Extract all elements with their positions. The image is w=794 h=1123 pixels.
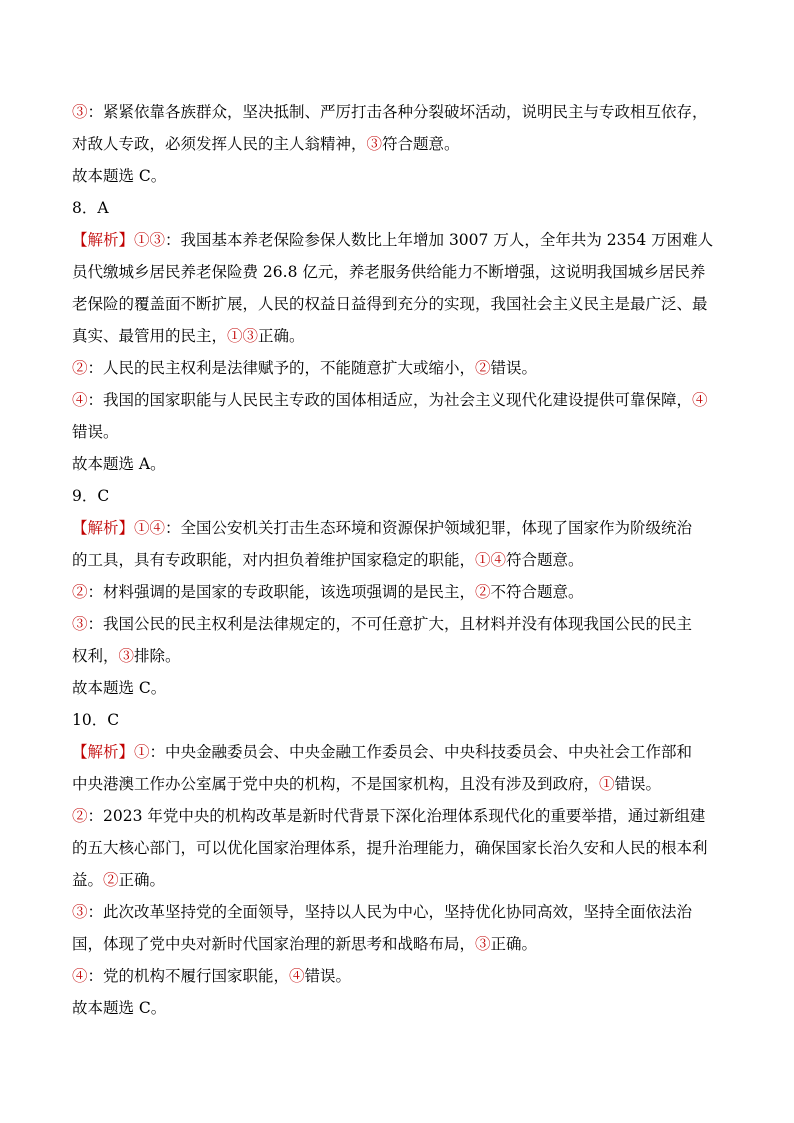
paragraph: [72, 800, 722, 896]
paragraph: [72, 448, 722, 480]
line-text: ：我国公民的民主权利是法律规定的，不可任意扩大，且材料并没有体现我国公民的民主: [87, 615, 693, 633]
line-text: 9．C: [72, 487, 110, 505]
text-line: [72, 800, 722, 832]
paragraph: [72, 352, 722, 384]
text-line: [72, 960, 722, 992]
text-line: [72, 96, 722, 128]
line-text: 错误。: [614, 775, 662, 793]
line-text: 员代缴城乡居民养老保险费 26.8 亿元，养老服务供给能力不断增强，这说明我国城乡居民养: [72, 263, 706, 281]
option-marker: ③: [72, 103, 88, 121]
option-marker: ①④: [475, 551, 507, 569]
paragraph: [72, 672, 722, 704]
option-marker: ①: [599, 775, 615, 793]
option-marker: ②: [72, 807, 88, 825]
line-text: 的工具，具有专政职能，对内担负着维护国家稳定的职能，: [72, 551, 476, 569]
option-marker: ②: [103, 871, 119, 889]
option-marker: ③: [72, 903, 88, 921]
line-text: 的五大核心部门，可以优化国家治理体系，提升治理能力，确保国家长治久安和人民的根本利: [72, 839, 708, 857]
text-line: [72, 544, 722, 576]
text-line: [72, 768, 722, 800]
paragraph: [72, 512, 722, 576]
paragraph: [72, 896, 722, 960]
text-line: [72, 288, 722, 320]
answer-document: [72, 96, 722, 1024]
option-marker: ④: [72, 391, 88, 409]
text-line: [72, 864, 722, 896]
line-text: 中央港澳工作办公室属于党中央的机构，不是国家机构，且没有涉及到政府，: [72, 775, 600, 793]
text-line: [72, 192, 722, 224]
line-text: 正确。: [118, 871, 166, 889]
line-text: 错误。: [490, 359, 538, 377]
paragraph: [72, 576, 722, 608]
paragraph: [72, 992, 722, 1024]
line-text: 正确。: [490, 935, 538, 953]
line-text: 8．A: [72, 199, 109, 217]
option-marker: ②: [72, 583, 88, 601]
option-marker: ②: [72, 359, 88, 377]
line-text: ：紧紧依靠各族群众，坚决抵制、严厉打击各种分裂破坏活动，说明民主与专政相互依存，: [87, 103, 708, 121]
line-text: 符合题意。: [382, 135, 460, 153]
option-marker: 【解析】①④: [72, 519, 166, 537]
line-text: 对敌人专政，必须发挥人民的主人翁精神，: [72, 135, 367, 153]
paragraph: [72, 960, 722, 992]
option-marker: ③: [366, 135, 383, 153]
line-text: ：人民的民主权利是法律赋予的，不能随意扩大或缩小，: [87, 359, 476, 377]
paragraph: [72, 96, 722, 160]
line-text: ：我国的国家职能与人民民主专政的国体相适应，为社会主义现代化建设提供可靠保障，: [87, 391, 693, 409]
paragraph: [72, 224, 722, 352]
line-text: 符合题意。: [506, 551, 584, 569]
text-line: [72, 352, 722, 384]
line-text: 故本题选 A。: [72, 455, 166, 473]
text-line: [72, 640, 722, 672]
line-text: ：2023 年党中央的机构改革是新时代背景下深化治理体系现代化的重要举措，通过新组建: [87, 807, 706, 825]
line-text: 排除。: [134, 647, 181, 665]
line-text: 国，体现了党中央对新时代国家治理的新思考和战略布局，: [72, 935, 476, 953]
option-marker: ③: [475, 935, 491, 953]
text-line: [72, 480, 722, 512]
option-marker: ③: [72, 615, 88, 633]
line-text: 不符合题意。: [490, 583, 584, 601]
paragraph: [72, 384, 722, 448]
text-line: [72, 576, 722, 608]
line-text: ：此次改革坚持党的全面领导，坚持以人民为中心，坚持优化协同高效，坚持全面依法治: [87, 903, 693, 921]
option-marker: ④: [72, 967, 88, 985]
text-line: [72, 160, 722, 192]
text-line: [72, 256, 722, 288]
option-marker: ②: [475, 583, 491, 601]
text-line: [72, 704, 722, 736]
line-text: 益。: [72, 871, 104, 889]
text-line: [72, 512, 722, 544]
line-text: 错误。: [72, 423, 119, 441]
paragraph: [72, 608, 722, 672]
paragraph: [72, 704, 722, 736]
paragraph: [72, 736, 722, 800]
text-line: [72, 384, 722, 416]
option-marker: ②: [475, 359, 491, 377]
line-text: 正确。: [258, 327, 305, 345]
text-line: [72, 832, 722, 864]
option-marker: ③: [118, 647, 135, 665]
line-text: ：材料强调的是国家的专政职能，该选项强调的是民主，: [87, 583, 476, 601]
line-text: 老保险的覆盖面不断扩展，人民的权益日益得到充分的实现，我国社会主义民主是最广泛、最: [72, 295, 708, 313]
line-text: 权利，: [72, 647, 119, 665]
line-text: ：中央金融委员会、中央金融工作委员会、中央科技委员会、中央社会工作部和: [149, 743, 693, 761]
line-text: ：党的机构不履行国家职能，: [87, 967, 290, 985]
paragraph: [72, 480, 722, 512]
text-line: [72, 736, 722, 768]
option-marker: 【解析】①: [72, 743, 150, 761]
text-line: [72, 928, 722, 960]
text-line: [72, 992, 722, 1024]
paragraph: [72, 160, 722, 192]
option-marker: ④: [692, 391, 708, 409]
option-marker: 【解析】①③: [72, 231, 166, 249]
option-marker: ①③: [227, 327, 259, 345]
option-marker: ④: [289, 967, 305, 985]
line-text: 故本题选 C。: [72, 167, 167, 185]
text-line: [72, 672, 722, 704]
line-text: 错误。: [304, 967, 352, 985]
line-text: ：全国公安机关打击生态环境和资源保护领域犯罪，体现了国家作为阶级统治: [165, 519, 693, 537]
text-line: [72, 448, 722, 480]
text-line: [72, 416, 722, 448]
line-text: 10．C: [72, 711, 120, 729]
line-text: 真实、最管用的民主，: [72, 327, 228, 345]
text-line: [72, 608, 722, 640]
line-text: 故本题选 C。: [72, 999, 167, 1017]
text-line: [72, 896, 722, 928]
text-line: [72, 224, 722, 256]
text-line: [72, 320, 722, 352]
text-line: [72, 128, 722, 160]
paragraph: [72, 192, 722, 224]
line-text: ：我国基本养老保险参保人数比上年增加 3007 万人，全年共为 2354 万困难人: [165, 231, 714, 249]
line-text: 故本题选 C。: [72, 679, 167, 697]
